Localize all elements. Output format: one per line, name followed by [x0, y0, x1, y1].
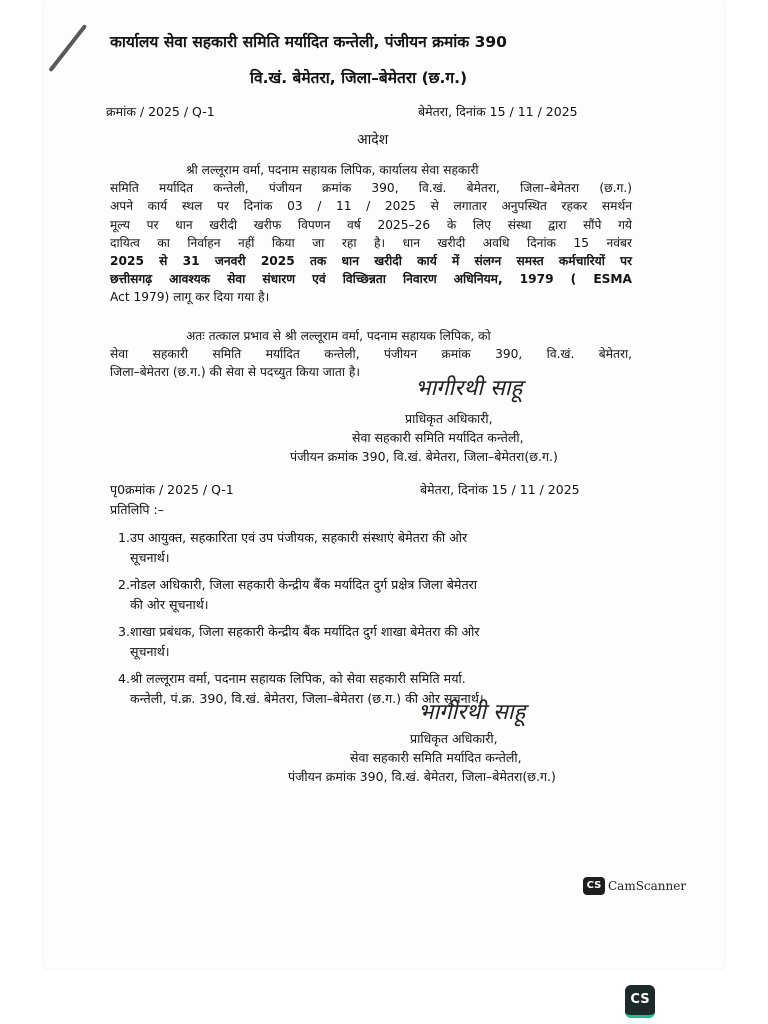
order-title: आदेश	[357, 132, 389, 148]
office-subheading: वि.खं. बेमेतरा, जिला–बेमेतरा (छ.ग.)	[250, 69, 468, 87]
copy-ref-date: बेमेतरा, दिनांक 15 / 11 / 2025	[420, 482, 580, 497]
list-item: 2. नोडल अधिकारी, जिला सहकारी केन्द्रीय बैंक मर्यादित दुर्ग प्रक्षेत्र जिला बेमेतरा की ओर सूचनार्थ।	[118, 577, 478, 612]
para1-line: समिति मर्यादित कन्तेली, पंजीयन क्रमांक 390, वि.खं. बेमेतरा, जिला–बेमेतरा (छ.ग.)	[110, 181, 632, 196]
list-item: 3. शाखा प्रबंधक, जिला सहकारी केन्द्रीय बैंक मर्यादित दुर्ग शाखा बेमेतरा की ओर सूचनार्थ।	[118, 624, 480, 659]
para2-line: अतः तत्काल प्रभाव से श्री लल्लूराम वर्मा, पदनाम सहायक लिपिक, को	[186, 329, 491, 343]
signature-1-reg: पंजीयन क्रमांक 390, वि.खं. बेमेतरा, जिला–बेमेतरा(छ.ग.)	[290, 449, 558, 464]
camscanner-app-icon[interactable]: CS	[625, 985, 655, 1018]
para1-line: अपने कार्य स्थल पर दिनांक 03 / 11 / 2025 से लगातार अनुपस्थित रहकर समर्थन	[110, 199, 632, 214]
order-date: बेमेतरा, दिनांक 15 / 11 / 2025	[418, 104, 578, 119]
order-paragraph-2	[110, 327, 632, 382]
signature-2-designation: प्राधिकृत अधिकारी,	[410, 731, 498, 746]
signature-1-org: सेवा सहकारी समिति मर्यादित कन्तेली,	[352, 430, 524, 445]
signature-2-org: सेवा सहकारी समिति मर्यादित कन्तेली,	[350, 750, 522, 765]
para2-line: सेवा सहकारी समिति मर्यादित कन्तेली, पंजीयन क्रमांक 390, वि.खं. बेमेतरा,	[110, 347, 632, 362]
copy-recipient-list	[118, 528, 650, 716]
para1-line: छत्तीसगढ़ आवश्यक सेवा संधारण एवं विच्छिन्नता निवारण अधिनियम, 1979 ( ESMA	[110, 272, 632, 287]
camscanner-logo-icon: CS	[583, 877, 605, 895]
signature-1-designation: प्राधिकृत अधिकारी,	[405, 411, 493, 426]
signature-1: भागीरथी साहू	[415, 376, 523, 401]
copy-ref-number: पृ0क्रमांक / 2025 / Q-1	[110, 482, 234, 497]
list-item: 4. श्री लल्लूराम वर्मा, पदनाम सहायक लिपिक, को सेवा सहकारी समिति मर्या. कन्तेली, पं.क्र. 390, वि.खं. बेमेतरा, जिला–बेमेतरा (छ.ग.) की ओर सूचनार्थ।	[118, 671, 484, 706]
camscanner-label: CamScanner	[608, 879, 687, 893]
para1-line: 2025 से 31 जनवरी 2025 तक धान खरीदी कार्य में संलग्न समस्त कर्मचारियों पर	[110, 254, 632, 269]
para2-line: जिला–बेमेतरा (छ.ग.) की सेवा से पदच्युत किया जाता है।	[110, 365, 361, 380]
para1-line: Act 1979) लागू कर दिया गया है।	[110, 290, 270, 305]
office-heading: कार्यालय सेवा सहकारी समिति मर्यादित कन्तेली, पंजीयन क्रमांक 390	[110, 33, 507, 51]
para1-line: दायित्व का निर्वाहन नहीं किया जा रहा है। धान खरीदी अवधि दिनांक 15 नवंबर	[110, 235, 632, 250]
copy-label: प्रतिलिपि :–	[110, 502, 164, 517]
para1-line: मूल्य पर धान खरीदी खरीफ विपणन वर्ष 2025–26 के लिए संस्था द्वारा सौंपे गये	[110, 217, 632, 232]
list-item: 1. उप आयुक्त, सहकारिता एवं उप पंजीयक, सहकारी संस्थाएं बेमेतरा की ओर सूचनार्थ।	[118, 530, 468, 565]
signature-2-reg: पंजीयन क्रमांक 390, वि.खं. बेमेतरा, जिला–बेमेतरा(छ.ग.)	[288, 769, 556, 784]
camscanner-watermark	[583, 877, 686, 895]
para1-line: श्री लल्लूराम वर्मा, पदनाम सहायक लिपिक, कार्यालय सेवा सहकारी	[186, 163, 479, 177]
order-paragraph-1	[110, 161, 632, 307]
order-number: क्रमांक / 2025 / Q-1	[106, 104, 215, 119]
signature-2: भागीरथी साहू	[418, 700, 526, 725]
